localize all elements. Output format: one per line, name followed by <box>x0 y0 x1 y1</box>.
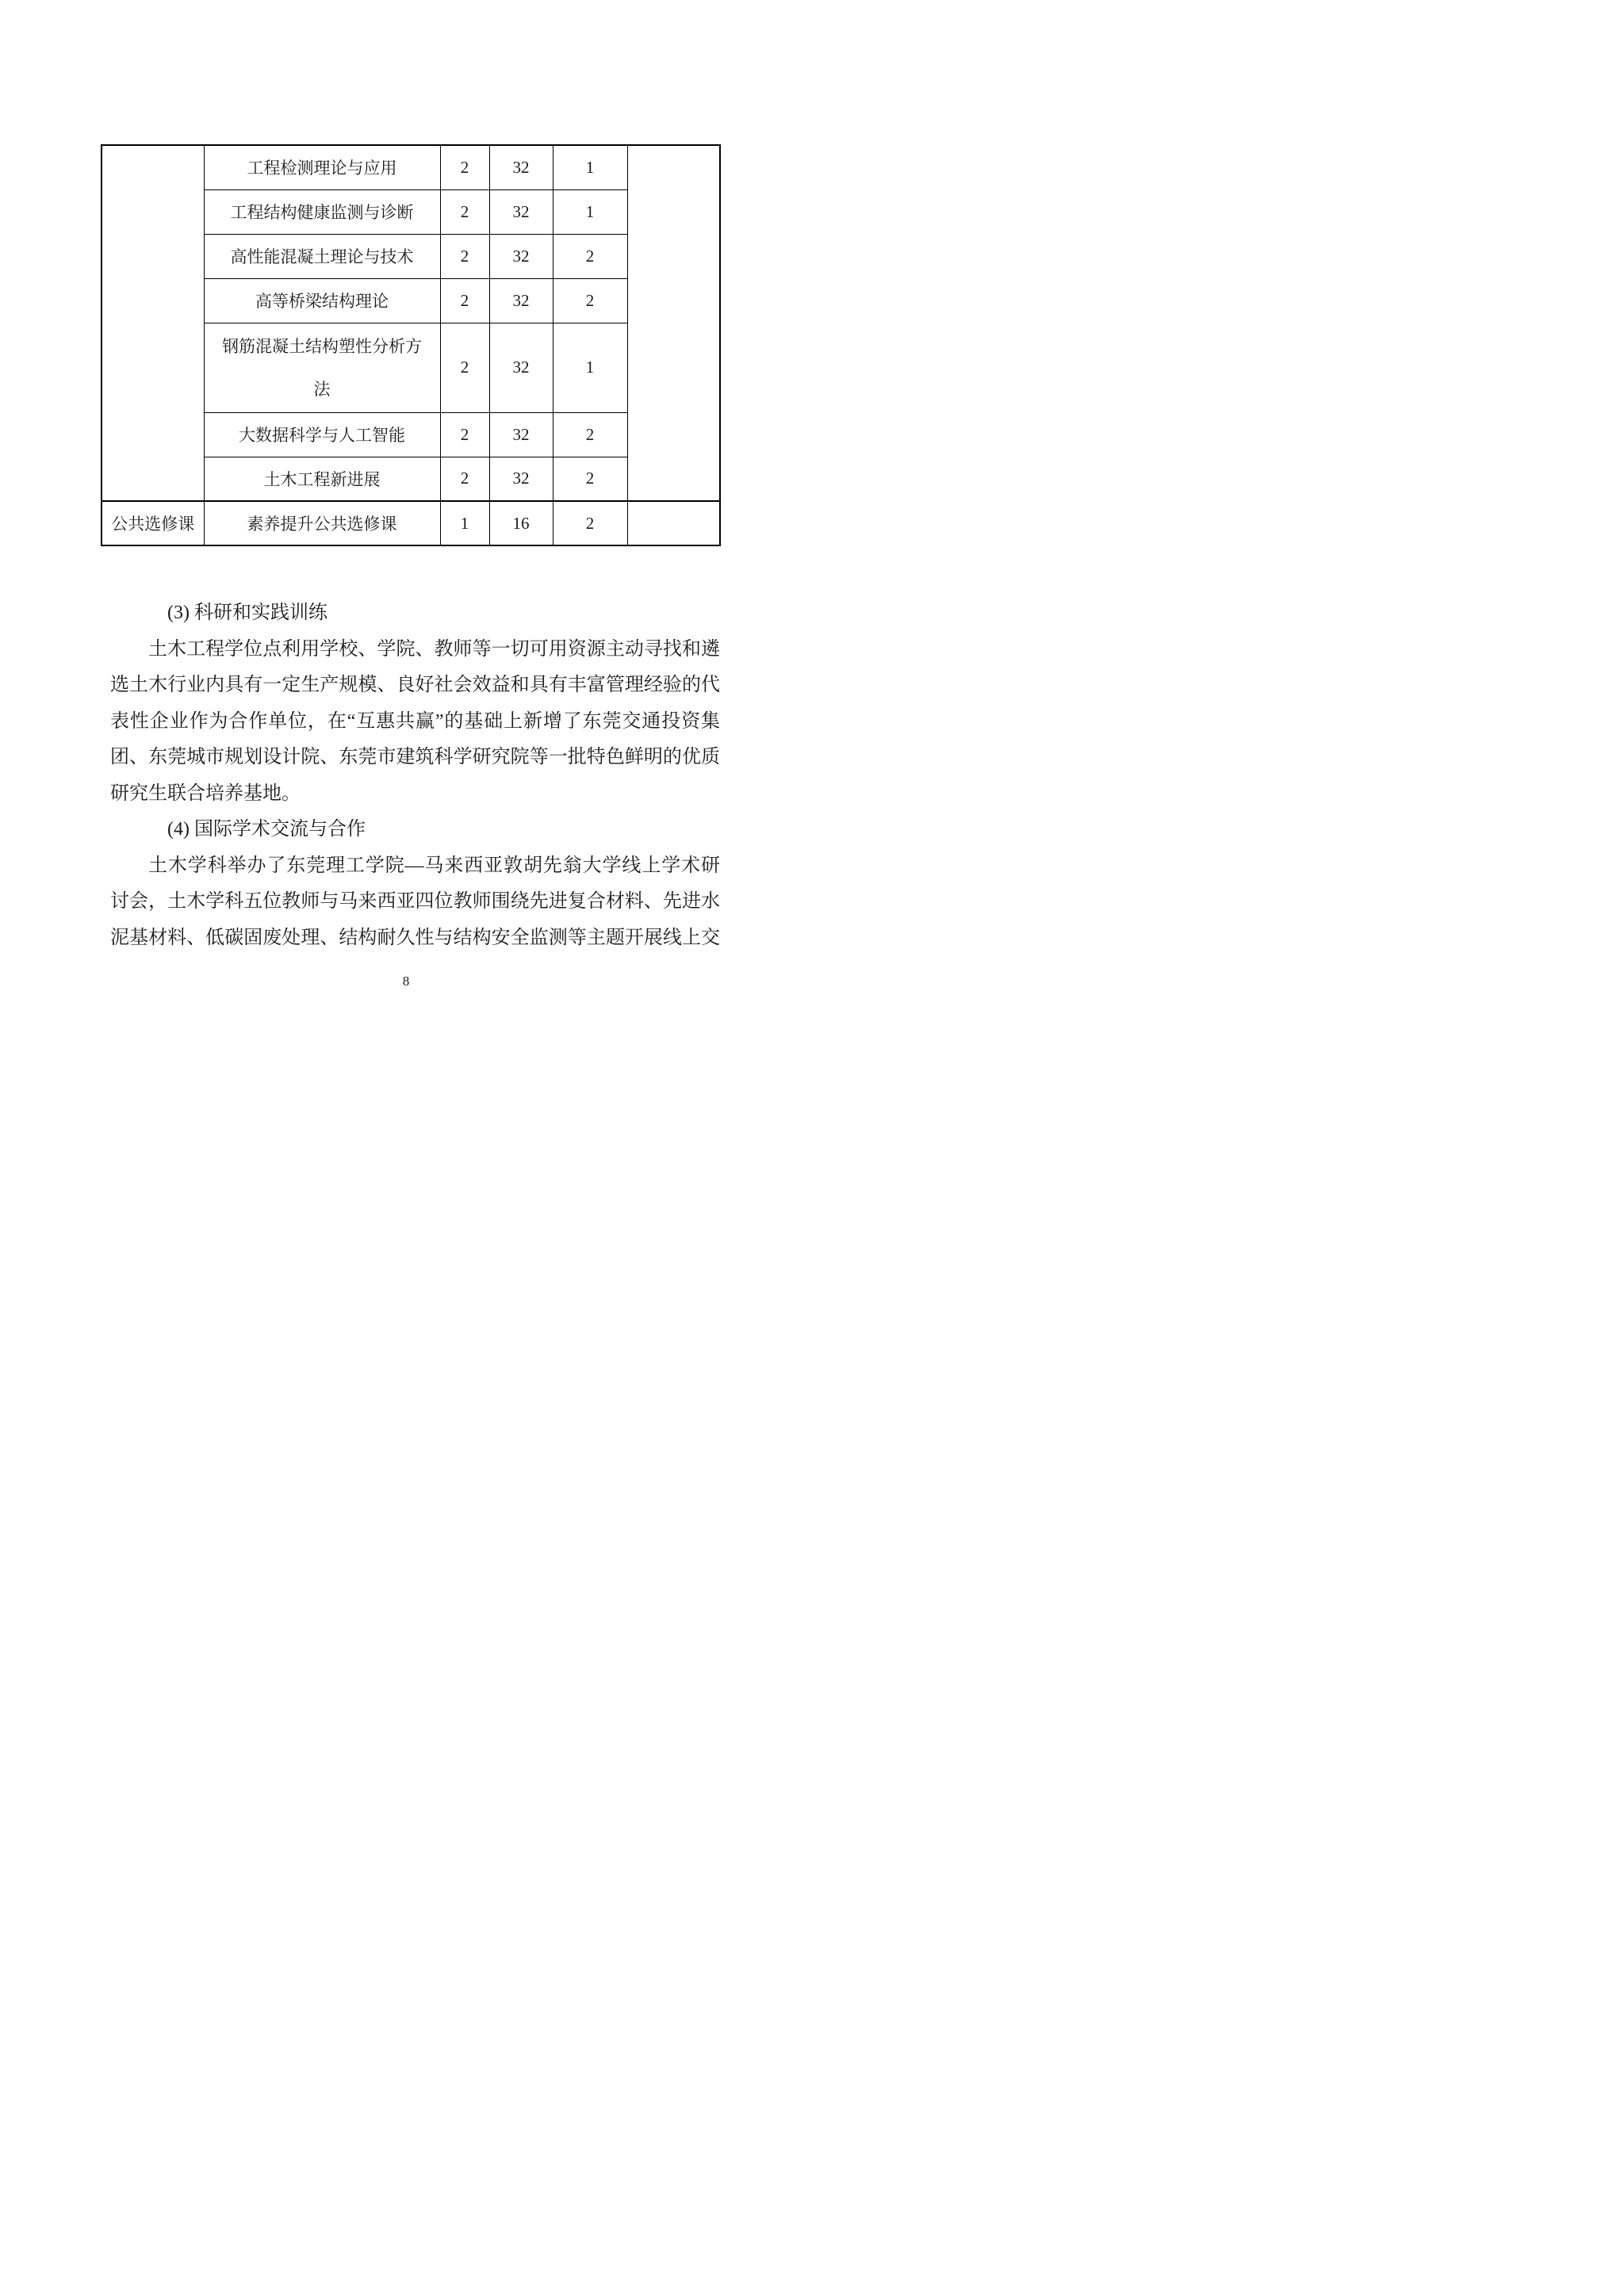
credits-cell: 1 <box>440 501 489 545</box>
semester-cell: 2 <box>553 457 627 501</box>
course-cell: 工程检测理论与应用 <box>204 145 440 189</box>
credits-cell: 2 <box>440 189 489 234</box>
course-cell: 土木工程新进展 <box>204 457 440 501</box>
course-cell: 大数据科学与人工智能 <box>204 412 440 457</box>
credits-cell: 2 <box>440 323 489 412</box>
paragraph-line: 团、东莞城市规划设计院、东莞市建筑科学研究院等一批特色鲜明的优质 <box>110 747 720 767</box>
paragraph-line: 研究生联合培养基地。 <box>110 783 301 804</box>
note-cell <box>627 501 720 545</box>
hours-cell: 32 <box>489 189 553 234</box>
credits-cell: 2 <box>440 412 489 457</box>
course-cell: 高性能混凝土理论与技术 <box>204 234 440 278</box>
hours-cell: 32 <box>489 323 553 412</box>
hours-cell: 32 <box>489 457 553 501</box>
paragraph-line: 土木工程学位点利用学校、学院、教师等一切可用资源主动寻找和遴 <box>148 638 720 660</box>
table-row <box>102 501 720 545</box>
section-heading: (4) 国际学术交流与合作 <box>167 819 366 840</box>
curriculum-table <box>101 144 721 546</box>
hours-cell: 32 <box>489 278 553 323</box>
course-cell: 高等桥梁结构理论 <box>204 278 440 323</box>
semester-cell: 2 <box>553 412 627 457</box>
document-page <box>0 0 812 1148</box>
course-cell: 素养提升公共选修课 <box>204 501 440 545</box>
category-merged-cell <box>102 145 204 501</box>
note-merged-cell <box>627 145 720 501</box>
paragraph-line: 讨会，土木学科五位教师与马来西亚四位教师围绕先进复合材料、先进水 <box>110 891 720 912</box>
paragraph-line: 表性企业作为合作单位，在“互惠共赢”的基础上新增了东莞交通投资集 <box>110 710 720 732</box>
paragraph-line: 土木学科举办了东莞理工学院—马来西亚敦胡先翁大学线上学术研 <box>148 855 720 876</box>
hours-cell: 16 <box>489 501 553 545</box>
semester-cell: 1 <box>553 145 627 189</box>
semester-cell: 2 <box>553 278 627 323</box>
table-row <box>102 145 720 189</box>
course-line: 钢筋混凝土结构塑性分析方 <box>222 336 422 356</box>
category-cell: 公共选修课 <box>102 501 204 545</box>
credits-cell: 2 <box>440 278 489 323</box>
hours-cell: 32 <box>489 234 553 278</box>
credits-cell: 2 <box>440 145 489 189</box>
course-line: 法 <box>313 379 331 399</box>
semester-cell: 2 <box>553 501 627 545</box>
credits-cell: 2 <box>440 234 489 278</box>
course-cell: 工程结构健康监测与诊断 <box>204 189 440 234</box>
credits-cell: 2 <box>440 457 489 501</box>
paragraph-line: 泥基材料、低碳固废处理、结构耐久性与结构安全监测等主题开展线上交 <box>110 927 720 948</box>
hours-cell: 32 <box>489 412 553 457</box>
paragraph-line: 选土木行业内具有一定生产规模、良好社会效益和具有丰富管理经验的代 <box>110 675 720 695</box>
body-text <box>110 595 720 956</box>
semester-cell: 2 <box>553 234 627 278</box>
section-heading: (3) 科研和实践训练 <box>167 603 327 623</box>
course-cell <box>204 323 440 412</box>
hours-cell: 32 <box>489 145 553 189</box>
semester-cell: 1 <box>553 323 627 412</box>
semester-cell: 1 <box>553 189 627 234</box>
page-number: 8 <box>402 974 410 989</box>
